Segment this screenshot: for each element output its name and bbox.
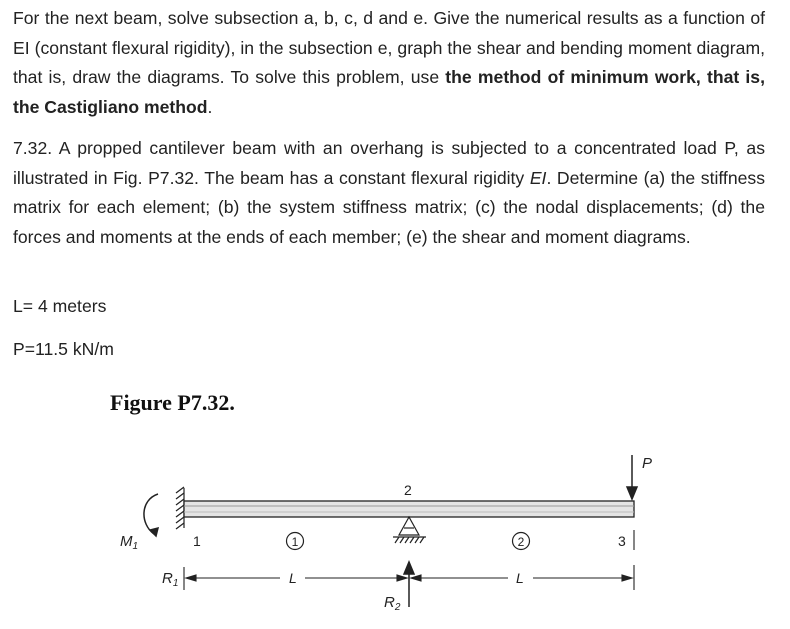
problem-ei: EI [529,167,547,188]
problem-text-2: . Determine (a) the stiffness matrix for each element; (b) the system stiffness matrix; (c) the nodal displacements; (d) the forces and moments at the ends of each member; (e) the shear and moment diagrams. [13,167,765,247]
reaction-2-arrow [404,562,414,607]
node-3-label: 3 [618,533,626,549]
moment-arrow [144,494,158,536]
load-label: P [642,455,653,472]
beam [184,501,634,517]
node-1-label: 1 [193,533,201,549]
intro-period: . [207,96,213,117]
svg-text:1: 1 [291,535,299,549]
intro-text: For the next beam, solve subsection a, b, c, d and e. Give the numerical results as a function of EI (constant flexural rigidity), in the subsection e, graph the shear and bending moment diagram, that is, draw the diagrams. To solve this problem, use [13,8,765,87]
element-1-marker [287,533,304,550]
load-arrow [627,455,637,499]
figure-title: Figure P7.32. [110,390,235,415]
node-2-label: 2 [404,482,412,498]
span-2-label: L [516,570,524,586]
reaction-2-label: $R_2$ [384,594,401,613]
pin-support [393,517,426,543]
reaction-1-label: $R_1$ [162,570,179,589]
span-1-label: L [289,570,297,586]
intro-bold-text: the method of minimum work, that is, the Castigliano method [13,67,765,117]
svg-text:2: 2 [517,535,525,549]
fixed-support-wall [176,487,184,529]
given-load: P=11.5 kN/m [13,339,114,359]
moment-label: $M_1$ [120,533,139,552]
problem-text-1: 7.32. A propped cantilever beam with an overhang is subjected to a concentrated load P, as illustrated in Fig. P7.32. The beam has a constant flexural rigidity [13,138,765,188]
element-2-marker [513,533,530,550]
given-length: L= 4 meters [13,296,107,316]
